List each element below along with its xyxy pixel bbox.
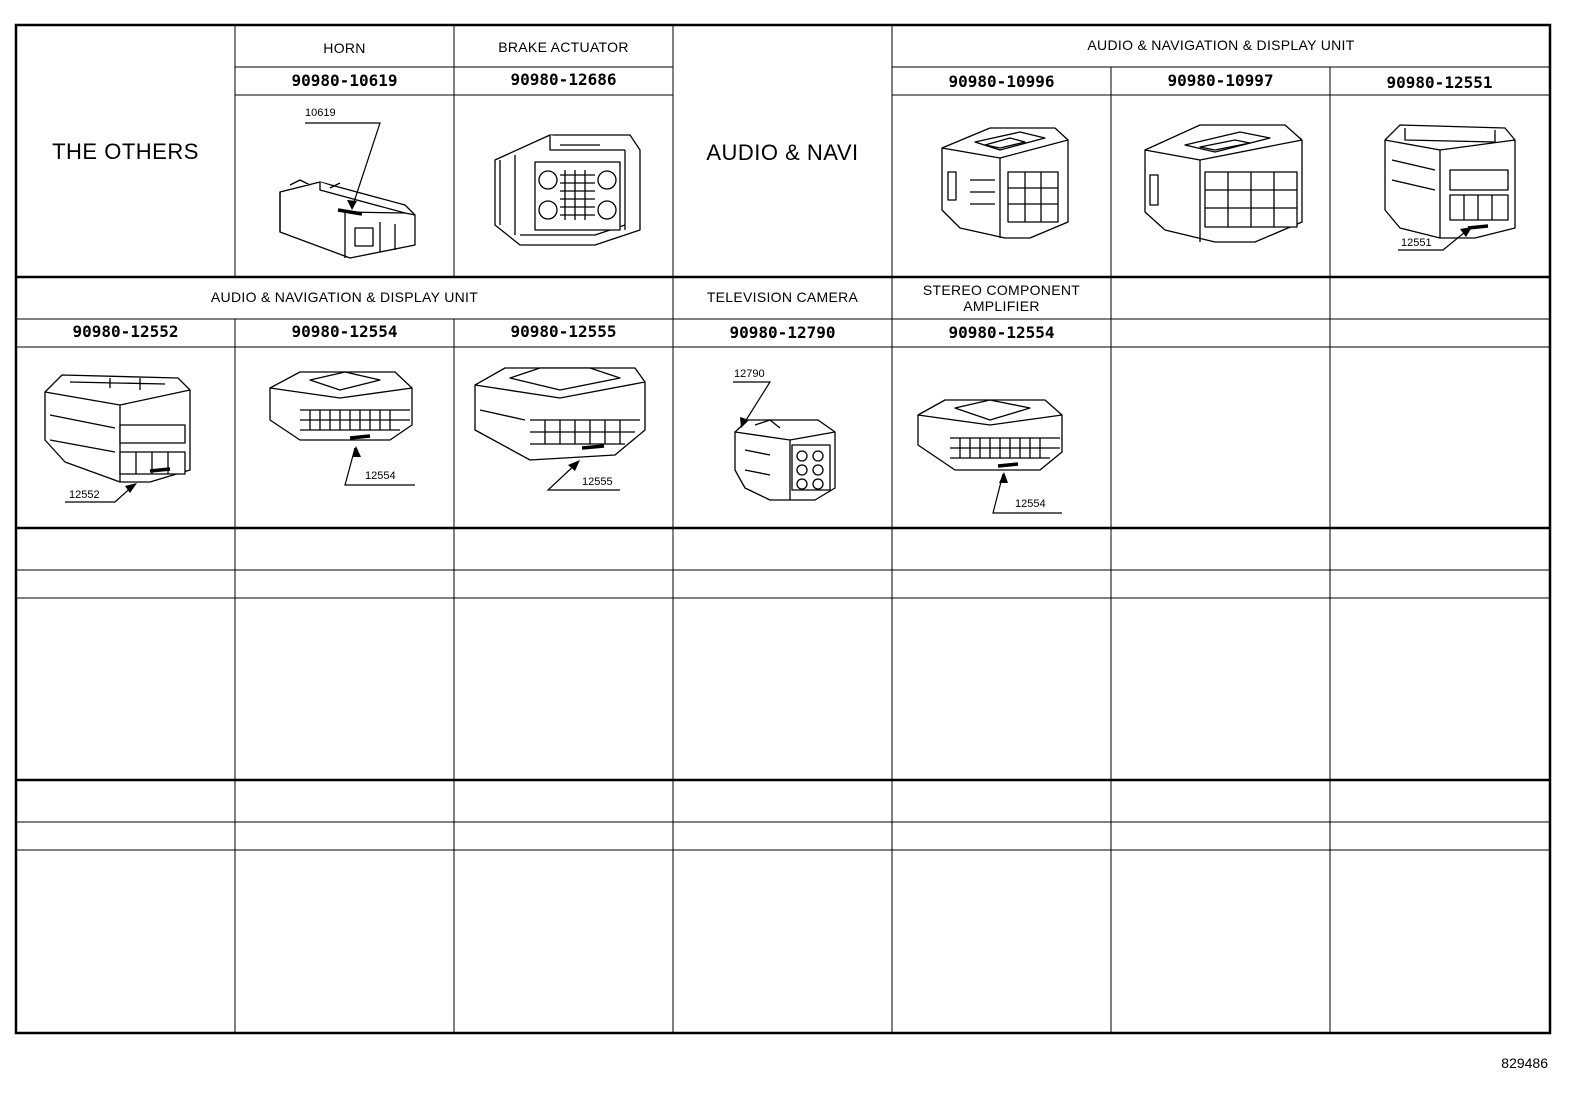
callout-12790: 12790 [734, 368, 765, 380]
group-label-television-camera: TELEVISION CAMERA [706, 289, 859, 305]
connector-10619-drawing [280, 180, 415, 258]
part-number-90980-12554: 90980-12554 [291, 322, 398, 341]
group-label-audio-nav-display: AUDIO & NAVIGATION & DISPLAY UNIT [1087, 37, 1355, 53]
callout-12554: 12554 [365, 470, 396, 482]
connector-12790-drawing [735, 420, 835, 500]
connector-12686-drawing [495, 135, 640, 245]
group-label-brake-actuator: BRAKE ACTUATOR [498, 39, 629, 55]
connector-12555-drawing [475, 368, 645, 460]
part-number-90980-12552: 90980-12552 [72, 322, 179, 341]
connector-12554b-drawing [918, 400, 1062, 470]
connector-12554-drawing [270, 372, 412, 440]
part-number-90980-10996: 90980-10996 [948, 72, 1055, 91]
connector-10997-drawing [1145, 125, 1302, 242]
part-number-90980-12686: 90980-12686 [510, 70, 617, 89]
part-number-90980-12555: 90980-12555 [510, 322, 617, 341]
part-number-90980-10619: 90980-10619 [291, 71, 398, 90]
group-label-stereo-line1: STEREO COMPONENT [922, 282, 1081, 298]
part-number-90980-12790: 90980-12790 [729, 323, 836, 342]
group-label-stereo-line2: AMPLIFIER [963, 298, 1040, 314]
group-label-horn: HORN [323, 40, 366, 56]
callout-12554-amp: 12554 [1015, 498, 1046, 510]
connector-12551-drawing [1385, 125, 1515, 238]
group-label-audio-nav-display-row2: AUDIO & NAVIGATION & DISPLAY UNIT [210, 289, 479, 305]
section-title-the-others: THE OTHERS [52, 139, 199, 164]
connector-12552-drawing [45, 375, 190, 482]
reference-number: 829486 [1501, 1055, 1548, 1071]
connector-10996-drawing [942, 128, 1068, 238]
callout-10619: 10619 [305, 107, 336, 119]
callout-12551: 12551 [1401, 237, 1432, 249]
part-number-90980-12551: 90980-12551 [1386, 73, 1493, 92]
callout-12555: 12555 [582, 476, 613, 488]
callout-12552: 12552 [69, 489, 100, 501]
part-number-90980-12554-amp: 90980-12554 [948, 323, 1055, 342]
section-title-audio-navi: AUDIO & NAVI [706, 140, 859, 165]
part-number-90980-10997: 90980-10997 [1167, 71, 1274, 90]
